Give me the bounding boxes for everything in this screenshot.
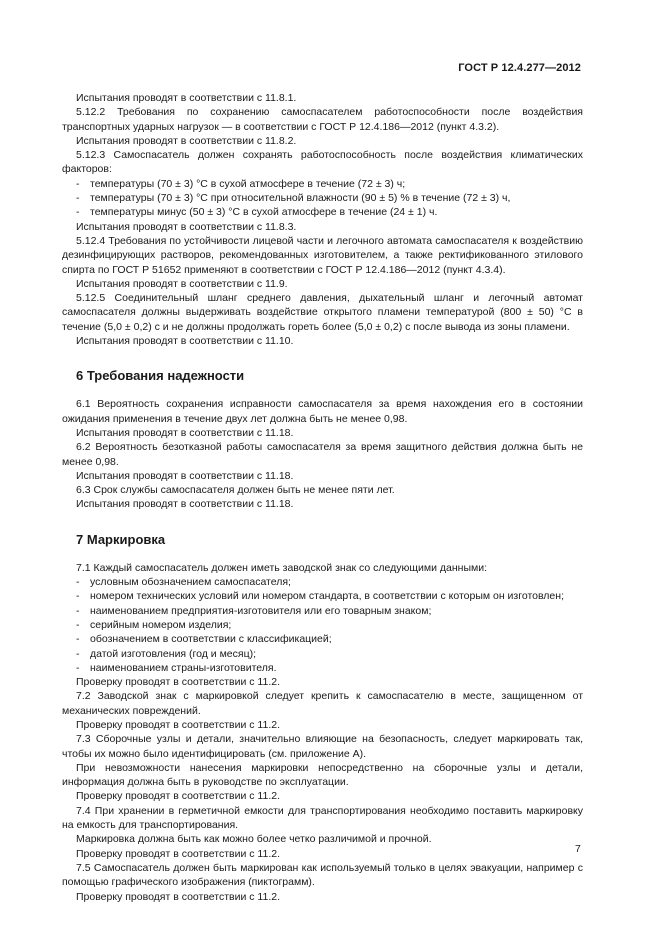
paragraph: Испытания проводят в соответствии с 11.18. [76,498,294,511]
paragraph: Испытания проводят в соответствии с 11.10. [76,335,294,348]
list-item-text: серийным номером изделия; [90,618,232,631]
list-item-text: температуры минус (50 ± 3) °С в сухой атмосфере в течение (24 ± 1) ч. [90,206,438,219]
list-dash: - [76,647,80,660]
list-dash: - [76,604,80,617]
paragraph: 5.12.3 Самоспасатель должен сохранять работоспособность после воздействия климатических факторов: [62,149,583,176]
list-item [62,191,583,205]
paragraph: 6.2 Вероятность безотказной работы самоспасателя за время защитного действия должна быть не менее 0,98. [62,441,583,468]
list-dash: - [76,177,80,190]
paragraph: Испытания проводят в соответствии с 11.9. [76,277,288,290]
list-item [62,647,583,661]
list-item [62,205,583,219]
section-5-continuation [62,91,583,348]
section-7-body [62,561,583,904]
list-item [62,632,583,646]
document-header: ГОСТ Р 12.4.277—2012 [458,62,581,74]
paragraph: 7.2 Заводской знак с маркировкой следует крепить к самоспасателю в месте, защищенном от механических повреждений. [62,690,583,717]
list-item [62,589,583,603]
paragraph: Испытания проводят в соответствии с 11.18. [76,469,294,482]
list-item-text: датой изготовления (год и месяц); [90,647,256,660]
section-6-heading: 6 Требования надежности [76,368,245,384]
paragraph: Проверку проводят в соответствии с 11.2. [76,718,281,731]
list-item [62,661,583,675]
paragraph: 5.12.4 Требования по устойчивости лицевой части и легочного автомата самоспасателя к воздействию дезинфицирующих растворов, рекомендованных изготовителем, а также ректификованного этилового спирта по ГОСТ Р 51652 применяют в соответствии с ГОСТ Р 12.4.186—2012 (пункт 4.3.4). [62,234,583,276]
list-dash: - [76,206,80,219]
section-6-body [62,397,583,511]
list-item [62,177,583,191]
paragraph: При невозможности нанесения маркировки непосредственно на сборочные узлы и детали, информация должна быть в руководстве по эксплуатации. [62,761,583,789]
page-number: 7 [575,843,581,855]
list-item-text: условным обозначением самоспасателя; [90,576,291,589]
paragraph: 7.4 При хранении в герметичной емкости для транспортирования необходимо поставить маркировку на емкость для транспортирования. [62,804,583,832]
list-item [62,604,583,618]
list-dash: - [76,590,80,603]
list-dash: - [76,633,80,646]
paragraph: Проверку проводят в соответствии с 11.2. [76,790,281,803]
list-item [62,575,583,589]
list-item-text: наименованием страны-изготовителя. [90,661,277,674]
document-body [62,91,583,904]
paragraph: Испытания проводят в соответствии с 11.8.2. [76,134,297,147]
paragraph: Маркировка должна быть как можно более четко различимой и прочной. [76,833,432,846]
paragraph: Проверку проводят в соответствии с 11.2. [76,676,281,689]
list-dash: - [76,192,80,205]
list-dash: - [76,661,80,674]
paragraph: Проверку проводят в соответствии с 11.2. [76,890,281,903]
paragraph: 7.5 Самоспасатель должен быть маркирован как используемый только в целях эвакуации, например с помощью графического изображения (пиктограмм). [62,861,583,889]
paragraph: Испытания проводят в соответствии с 11.18. [76,426,294,439]
paragraph: 6.3 Срок службы самоспасателя должен быть не менее пяти лет. [76,484,395,497]
paragraph: Испытания проводят в соответствии с 11.8.1. [76,92,297,104]
list-item [62,618,583,632]
paragraph: Испытания проводят в соответствии с 11.8.3. [76,220,297,233]
paragraph: 6.1 Вероятность сохранения исправности самоспасателя за время нахождения его в состоянии ожидания применения в течение двух лет должна быть не менее 0,98. [62,398,583,425]
list-item-text: наименованием предприятия-изготовителя или его товарным знаком; [90,604,432,617]
list-item-text: температуры (70 ± 3) °С в сухой атмосфере в течение (72 ± 3) ч; [90,177,406,190]
list-dash: - [76,618,80,631]
paragraph: 5.12.5 Соединительный шланг среднего давления, дыхательный шланг и легочный автомат самоспасателя должны выдерживать воздействие открытого пламени температурой (800 ± 50) °С в течение (5,0 ± 0,2) с и не должны продолжать гореть более (5,0 ± 0,2) с после вывода из зоны пламени. [62,292,583,333]
paragraph: 5.12.2 Требования по сохранению самоспасателем работоспособности после воздействия транспортных ударных нагрузок — в соответствии с ГОСТ Р 12.4.186—2012 (пункт 4.3.2). [62,106,583,133]
list-item-text: обозначением в соответствии с классификацией; [90,633,332,646]
section-7-heading: 7 Маркировка [76,531,166,547]
list-dash: - [76,576,80,589]
list-item-text: номером технических условий или номером стандарта, в соответствии с которым он изготовлен; [90,590,564,603]
paragraph: 7.3 Сборочные узлы и детали, значительно влияющие на безопасность, следует маркировать так, чтобы их можно было идентифицировать (см. приложение А). [62,733,583,760]
paragraph: Проверку проводят в соответствии с 11.2. [76,847,281,860]
list-item-text: температуры (70 ± 3) °С при относительной влажности (90 ± 5) % в течение (72 ± 3) ч, [90,192,511,205]
paragraph: 7.1 Каждый самоспасатель должен иметь заводской знак со следующими данными: [76,561,488,574]
